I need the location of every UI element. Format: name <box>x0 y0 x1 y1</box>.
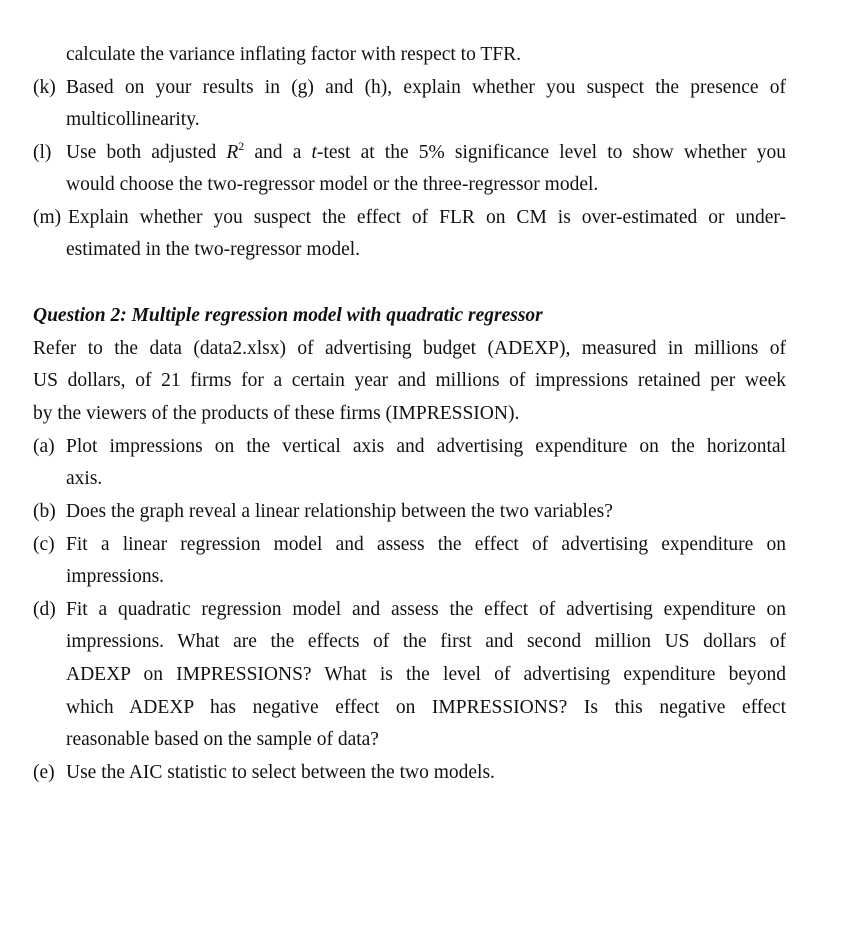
item-l-text-c: -test at the 5% significance level to show whether you <box>316 142 786 163</box>
item-a-label: (a) <box>33 436 55 457</box>
item-j-tail: calculate the variance inflating factor with respect to TFR. <box>66 44 522 65</box>
item-c-line1: Fit a linear regression model and assess the effect of advertising expenditure on <box>66 534 786 555</box>
item-k-label: (k) <box>33 77 56 98</box>
item-e-line1: Use the AIC statistic to select between the two models. <box>66 762 495 783</box>
item-l-r-symbol: R <box>226 142 239 163</box>
item-k-line1: Based on your results in (g) and (h), explain whether you suspect the presence of <box>66 77 786 98</box>
item-d-label: (d) <box>33 599 56 620</box>
item-k-line2: multicollinearity. <box>66 109 200 130</box>
item-m-line1: Explain whether you suspect the effect of FLR on CM is over-estimated or under- <box>68 207 786 228</box>
item-m-label: (m) <box>33 207 62 228</box>
question2-title: Question 2: Multiple regression model with quadratic regressor <box>33 305 543 326</box>
item-e-label: (e) <box>33 762 55 783</box>
question2-intro-line1: Refer to the data (data2.xlsx) of advertising budget (ADEXP), measured in millions of <box>33 338 786 359</box>
item-l-line2: would choose the two-regressor model or the three-regressor model. <box>66 174 599 195</box>
item-b-label: (b) <box>33 501 56 522</box>
item-l-label: (l) <box>33 142 52 163</box>
question2-intro-line2: US dollars, of 21 firms for a certain year and millions of impressions retained per week <box>33 370 786 391</box>
item-d-line1: Fit a quadratic regression model and assess the effect of advertising expenditure on <box>66 599 786 620</box>
item-a-line2: axis. <box>66 468 103 489</box>
question2-intro-line3: by the viewers of the products of these firms (IMPRESSION). <box>33 403 520 424</box>
item-l-text-b: and a <box>244 142 312 163</box>
item-a-line1: Plot impressions on the vertical axis and advertising expenditure on the horizontal <box>66 436 786 457</box>
item-l-r-superscript: 2 <box>238 139 245 153</box>
item-l-t-symbol: t <box>311 142 317 163</box>
item-l-line1 <box>66 141 786 165</box>
item-m-line2: estimated in the two-regressor model. <box>66 239 361 260</box>
item-c-label: (c) <box>33 534 55 555</box>
item-d-line2: impressions. What are the effects of the first and second million US dollars of <box>66 631 786 652</box>
item-d-line3: ADEXP on IMPRESSIONS? What is the level of advertising expenditure beyond <box>66 664 786 685</box>
item-b-line1: Does the graph reveal a linear relationship between the two variables? <box>66 501 613 522</box>
item-d-line4: which ADEXP has negative effect on IMPRESSIONS? Is this negative effect <box>66 697 786 718</box>
item-d-line5: reasonable based on the sample of data? <box>66 729 379 750</box>
item-l-text-a: Use both adjusted <box>66 142 227 163</box>
item-c-line2: impressions. <box>66 566 165 587</box>
